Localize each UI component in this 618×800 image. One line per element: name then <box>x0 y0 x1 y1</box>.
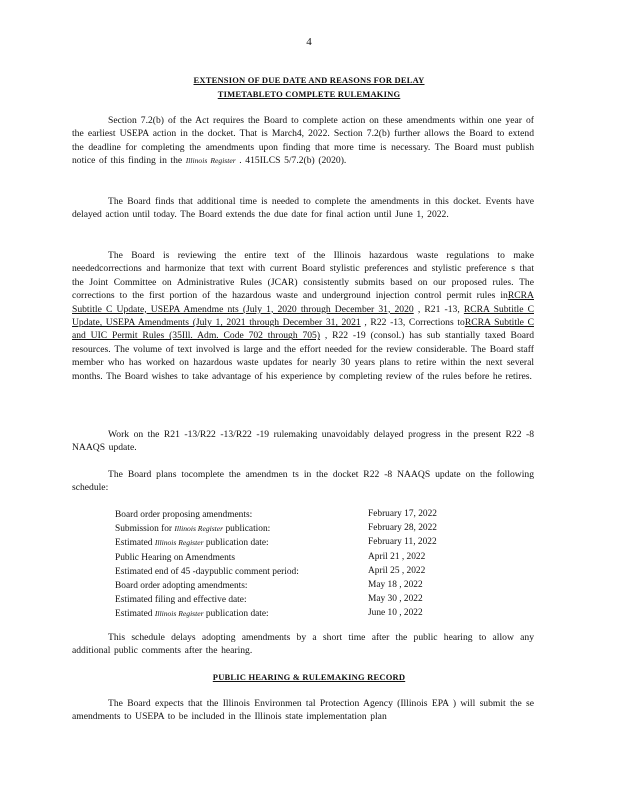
schedule-row <box>115 607 535 621</box>
schedule-step: Board order adopting amendments: <box>115 581 248 592</box>
paragraph-extension-text: The Board finds that additional time is needed to complete the amendments in this docket. Events have delayed action until today. The Board extends the due date for final action until June 1, 2022. <box>72 196 534 221</box>
schedule-step: Estimated Illinois Register publication date: <box>115 538 269 549</box>
schedule-date: February 17, 2022 <box>368 509 437 519</box>
schedule-date: February 11, 2022 <box>368 537 437 548</box>
paragraph-deadline-citation: . 415ILCS 5/7.2(b) (2020). <box>235 155 347 167</box>
schedule-table <box>115 508 535 622</box>
section-heading-line-2: TIMETABLETO COMPLETE RULEMAKING <box>217 89 401 99</box>
paragraph-review <box>72 249 534 383</box>
docket-number-r21-13: , R21 -13, <box>413 303 464 315</box>
paragraph-delay-text: Work on the R21 -13/R22 -13/R22 -19 rulemaking unavoidably delayed progress in the present R22 -8 NAAQS update. <box>72 429 534 454</box>
schedule-row <box>115 536 535 550</box>
schedule-date: February 28, 2022 <box>368 523 437 534</box>
paragraph-schedule-note <box>72 631 534 658</box>
schedule-step: Estimated Illinois Register publication date: <box>115 609 269 620</box>
section-heading-line-1: EXTENSION OF DUE DATE AND REASONS FOR DELAY <box>193 75 425 85</box>
schedule-date: May 18 , 2022 <box>368 580 423 591</box>
schedule-row <box>115 508 535 522</box>
section-heading-public-hearing: PUBLIC HEARING & RULEMAKING RECORD <box>212 672 406 682</box>
schedule-step: Estimated filing and effective date: <box>115 595 247 606</box>
paragraph-epa-text: The Board expects that the Illinois Environmen tal Protection Agency (Illinois EPA ) will submit the se amendments to USEPA to be included in the Illinois state implementation plan <box>72 698 534 723</box>
docket-number-r22-13: , R22 -13, Corrections to <box>360 317 465 329</box>
schedule-date: April 25 , 2022 <box>368 565 426 576</box>
schedule-step: Estimated end of 45 -daypublic comment period: <box>115 566 299 577</box>
schedule-date: April 21 , 2022 <box>368 551 426 562</box>
docket-title-r21-13: RCRA Subtitle C Update, USEPA Amendme nts (July 1, 2020 through December 31, 2020 <box>72 290 534 315</box>
schedule-row <box>115 565 535 579</box>
schedule-date: May 30 , 2022 <box>368 594 423 605</box>
schedule-step: Board order proposing amendments: <box>115 510 253 520</box>
schedule-step: Submission for Illinois Register publication: <box>115 524 271 535</box>
paragraph-review-rest: , R22 -19 (consol.) has sub stantially taxed Board resources. The volume of text involved is large and the effort needed for the review considerable. The Board staff member who has worked on hazardous waste updates for nearly 30 years plans to retire within the next several months. The Board wishes to take advantage of his experience by completing review of the rules before he retires. <box>72 330 534 382</box>
schedule-row <box>115 579 535 593</box>
page-number: 4 <box>306 36 312 48</box>
schedule-row <box>115 551 535 565</box>
paragraph-delay <box>72 428 534 455</box>
paragraph-plan <box>72 468 534 495</box>
docket-title-r22-13: RCRA Subtitle C Update, USEPA Amendments (July 1, 2021 through December 31, 2021 <box>72 303 534 329</box>
schedule-step: Public Hearing on Amendments <box>115 552 236 563</box>
paragraph-deadline-text: Section 7.2(b) of the Act requires the Board to complete action on these amendments within one year of the earliest USEPA action in the docket. That is March4, 2022. Section 7.2(b) further allows the Board to extend the deadline for completing the amendments upon finding that more time is necessary. The Board must publish notice of this finding in the <box>72 115 534 167</box>
journal-name: Illinois Register <box>185 156 236 166</box>
paragraph-deadline <box>72 114 534 168</box>
schedule-row <box>115 522 535 536</box>
paragraph-review-text: The Board is reviewing the entire text of the Illinois hazardous waste regulations to make neededcorrections and harmonize that text with current Board stylistic preferences and stylistic preference s that the Joint Committee on Administrative Rules (JCAR) consistently submits based on our proposed rules. The corrections to the first portion of the hazardous waste and underground injection control permit rules in <box>72 250 534 302</box>
paragraph-plan-text: The Board plans tocomplete the amendmen ts in the docket R22 -8 NAAQS update on the following schedule: <box>72 469 534 494</box>
schedule-date: June 10 , 2022 <box>368 608 423 619</box>
paragraph-extension <box>72 195 534 222</box>
paragraph-epa <box>72 697 534 724</box>
docket-title-r22-19: RCRA Subtitle C and UIC Permit Rules (35Ill. Adm. Code 702 through 705) <box>72 317 534 342</box>
paragraph-schedule-note-text: This schedule delays adopting amendments by a short time after the public hearing to allow any additional public comments after the hearing. <box>72 632 534 657</box>
schedule-row <box>115 593 535 607</box>
